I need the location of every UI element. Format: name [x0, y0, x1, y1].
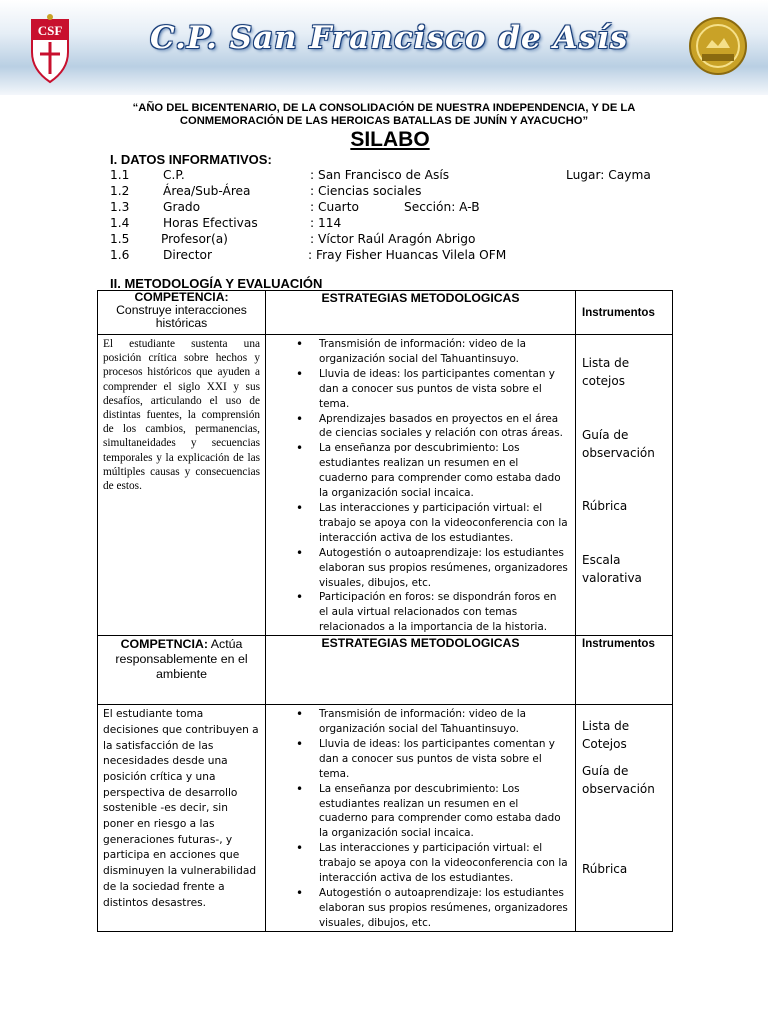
strategy-item: • Las interacciones y participación virtual: el trabajo se apoya con la videoconferencia con la interacción activa de los estudiantes.: [266, 841, 569, 886]
strategy-item: • Transmisión de información: video de la organización social del Tahuantinsuyo.: [266, 337, 569, 367]
info-number: 1.6: [110, 248, 130, 262]
methodology-table-1: [97, 290, 673, 932]
instruments-header: Instrumentos: [576, 636, 673, 705]
strategy-item: • Las interacciones y participación virtual: el trabajo se apoya con la videoconferencia con la interacción activa de los estudiantes.: [266, 501, 569, 546]
strategy-item: • Autogestión o autoaprendizaje: los estudiantes elaboran sus propios resúmenes, organizadores visuales, dibujos, etc.: [266, 886, 569, 931]
strategy-item: • Lluvia de ideas: los participantes comentan y dan a conocer sus puntos de vista sobre el tema.: [266, 737, 569, 782]
info-label: Área/Sub-Área: [163, 184, 251, 198]
year-motto: “AÑO DEL BICENTENARIO, DE LA CONSOLIDACIÓN DE NUESTRA INDEPENDENCIA, Y DE LA CONMEMORACIÓN DE LAS HEROICAS BATALLAS DE JUNÍN Y AYACUCHO”: [132, 102, 636, 127]
info-value: : 114: [310, 216, 342, 230]
info-row: [110, 184, 670, 200]
competence-cell: [98, 291, 266, 335]
table-header-row: [98, 636, 673, 705]
strategies-header: ESTRATEGIAS METODOLOGICAS: [266, 291, 576, 335]
strategy-item: • Lluvia de ideas: los participantes comentan y dan a conocer sus puntos de vista sobre el tema.: [266, 367, 569, 412]
strategies-list: [266, 707, 575, 931]
info-section: Sección: A-B: [404, 200, 480, 214]
instrument-item: Rúbrica: [582, 499, 628, 513]
strategy-item: • La enseñanza por descubrimiento: Los estudiantes realizan un resumen en el cuaderno para comprender como estaba dado la organización social incaica.: [266, 441, 569, 501]
strategy-item: • Participación en foros: se dispondrán foros en el aula virtual relacionados con temas relacionados a la importancia de la historia.: [266, 590, 569, 635]
info-label: Director: [163, 248, 212, 262]
competence-text: Construye interacciones históricas: [116, 303, 247, 330]
info-number: 1.1: [110, 168, 130, 182]
header-banner: [0, 0, 768, 95]
info-label: Horas Efectivas: [163, 216, 258, 230]
strategies-list: [266, 337, 575, 635]
info-number: 1.2: [110, 184, 130, 198]
competence-description: El estudiante sustenta una posición crítica sobre hechos y procesos históricos que ayuden a comprender el siglo XXI y sus desafíos, articulando el uso de distintas fuentes, la comprensión de los cambios, permanencias, simultaneidades y secuencias temporales y la explicación de las múltiples causas y consecuencias de estos.: [98, 335, 266, 636]
instrument-item: Guía de observación: [582, 428, 655, 460]
instruments-cell: [576, 335, 673, 636]
strategy-item: • Aprendizajes basados en proyectos en el área de ciencias sociales y relación con otras áreas.: [266, 412, 569, 442]
strategies-cell: [266, 335, 576, 636]
competence-label: COMPETNCIA:: [120, 637, 208, 652]
strategy-item: • La enseñanza por descubrimiento: Los estudiantes realizan un resumen en el cuaderno para comprender como estaba dado la organización social incaica.: [266, 782, 569, 842]
info-number: 1.4: [110, 216, 130, 230]
strategies-cell: [266, 705, 576, 932]
competence-label: COMPETENCIA:: [134, 290, 229, 304]
info-number: 1.5: [110, 232, 130, 246]
instruments-header: Instrumentos: [576, 291, 673, 335]
competence-text: Actúa responsablemente en el ambiente: [115, 637, 248, 682]
strategies-header: ESTRATEGIAS METODOLOGICAS: [266, 636, 576, 705]
info-label: Profesor(a): [161, 232, 228, 246]
table-header-row: [98, 291, 673, 335]
table-row: [98, 705, 673, 932]
instrument-item: Lista de Cotejos: [582, 719, 630, 751]
datos-informativos: [110, 168, 670, 264]
info-value: : Víctor Raúl Aragón Abrigo: [310, 232, 476, 246]
strategy-item: • Transmisión de información: video de la organización social del Tahuantinsuyo.: [266, 707, 569, 737]
school-crest-icon: [28, 14, 72, 86]
info-row: [110, 232, 670, 248]
info-label: C.P.: [163, 168, 185, 182]
info-label: Grado: [163, 200, 201, 214]
instrument-item: Rúbrica: [582, 862, 628, 877]
table-row: [98, 335, 673, 636]
info-row: [110, 248, 670, 264]
info-row: [110, 168, 670, 184]
school-name: C.P. San Francisco de Asís: [150, 20, 629, 56]
info-value: : Ciencias sociales: [310, 184, 422, 198]
info-row: [110, 216, 670, 232]
competence-description: El estudiante toma decisiones que contribuyen a la satisfacción de las necesidades desde una posición crítica y una perspectiva de desarrollo sostenible -es decir, sin poner en riesgo a las generaciones futuras-, y participa en acciones que disminuyen la vulnerabilidad de la sociedad frente a distintos desastres.: [98, 705, 266, 932]
info-value: : Fray Fisher Huancas Vilela OFM: [308, 248, 507, 262]
info-value: : Cuarto: [310, 200, 359, 214]
competence-cell: [98, 636, 266, 705]
section-2-heading: II. METODOLOGÍA Y EVALUACIÓN: [110, 276, 323, 291]
info-location: Lugar: Cayma: [566, 168, 651, 182]
crest-text: CSF: [37, 23, 63, 38]
info-number: 1.3: [110, 200, 130, 214]
strategy-item: • Autogestión o autoaprendizaje: los estudiantes elaboran sus propios resúmenes, organizadores visuales, dibujos, etc.: [266, 546, 569, 591]
document-title: SILABO: [350, 128, 430, 151]
instrument-item: Guía de observación: [582, 764, 655, 796]
info-value: : San Francisco de Asís: [310, 168, 450, 182]
instruments-cell: [576, 705, 673, 932]
quality-seal-icon: [688, 14, 748, 78]
section-1-heading: I. DATOS INFORMATIVOS:: [110, 152, 272, 167]
instrument-item: Lista de cotejos: [582, 356, 630, 388]
info-row: [110, 200, 670, 216]
instrument-item: Escala valorativa: [582, 553, 642, 585]
